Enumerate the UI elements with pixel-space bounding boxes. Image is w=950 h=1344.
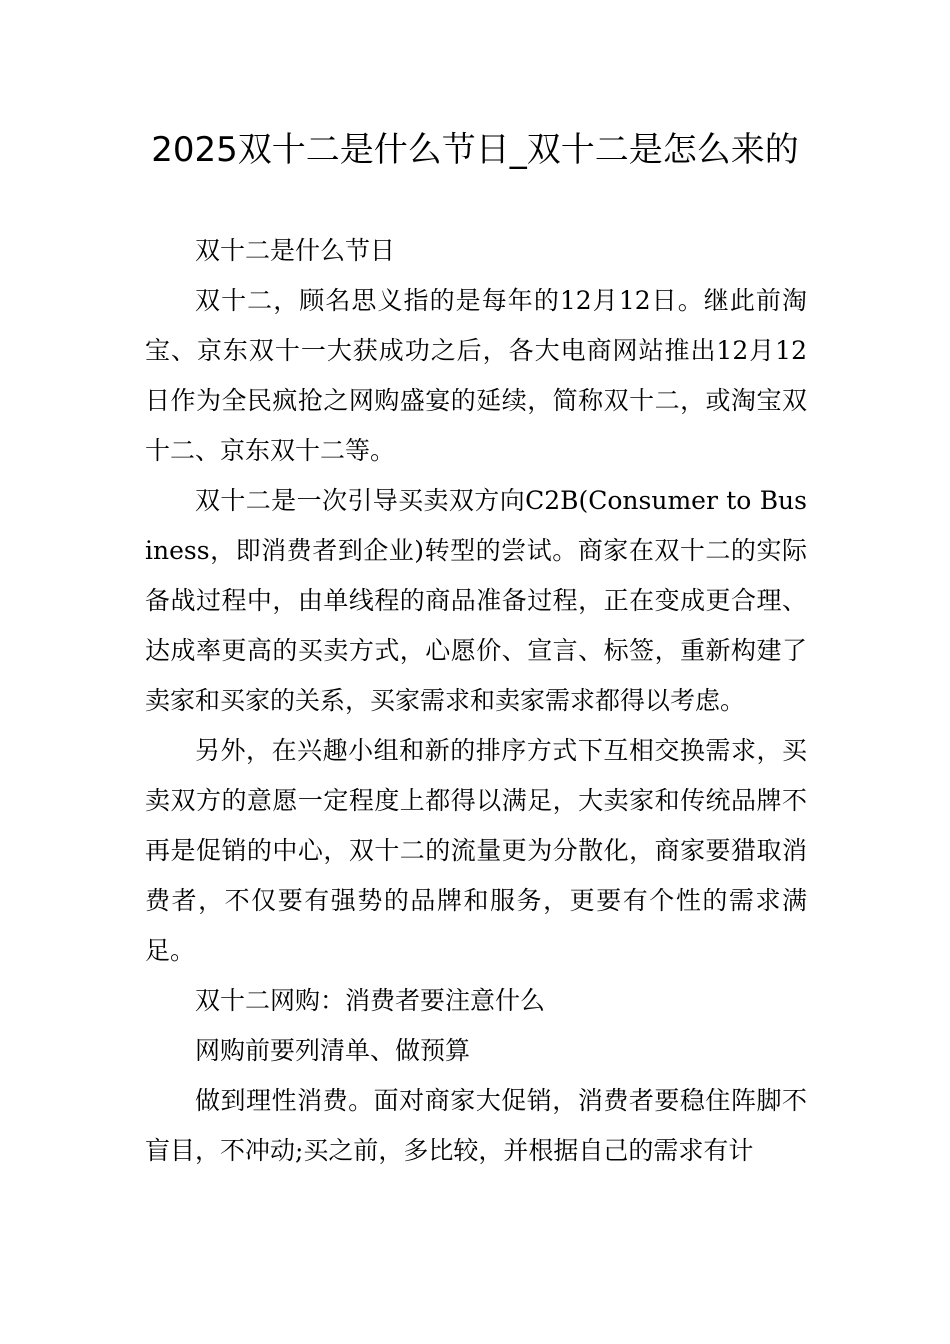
paragraph-heading-what-is: 双十二是什么节日 [195, 236, 396, 265]
document-body [145, 226, 807, 1176]
paragraph-rational-consumption: 做到理性消费。面对商家大促销，消费者要稳住阵脚不盲目，不冲动;买之前，多比较，并根据自己的需求有计 [145, 1086, 807, 1165]
paragraph-heading-consumer-tips: 双十二网购：消费者要注意什么 [195, 986, 546, 1015]
paragraph-demand-exchange: 另外，在兴趣小组和新的排序方式下互相交换需求，买卖双方的意愿一定程度上都得以满足，大卖家和传统品牌不再是促销的中心，双十二的流量更为分散化，商家要猎取消费者，不仅要有强势的品牌和服务，更要有个性的需求满足。 [145, 736, 807, 965]
paragraph-definition: 双十二，顾名思义指的是每年的12月12日。继此前淘宝、京东双十一大获成功之后，各大电商网站推出12月12日作为全民疯抢之网购盛宴的延续，简称双十二，或淘宝双十二、京东双十二等。 [145, 286, 807, 465]
paragraph-c2b: 双十二是一次引导买卖双方向C2B(Consumer to Business，即消费者到企业)转型的尝试。商家在双十二的实际备战过程中，由单线程的商品准备过程，正在变成更合理、达成率更高的买卖方式，心愿价、宣言、标签，重新构建了卖家和买家的关系，买家需求和卖家需求都得以考虑。 [145, 486, 807, 715]
paragraph-heading-list-budget: 网购前要列清单、做预算 [195, 1036, 471, 1065]
document-title: 2025双十二是什么节日_双十二是怎么来的 [151, 130, 799, 170]
